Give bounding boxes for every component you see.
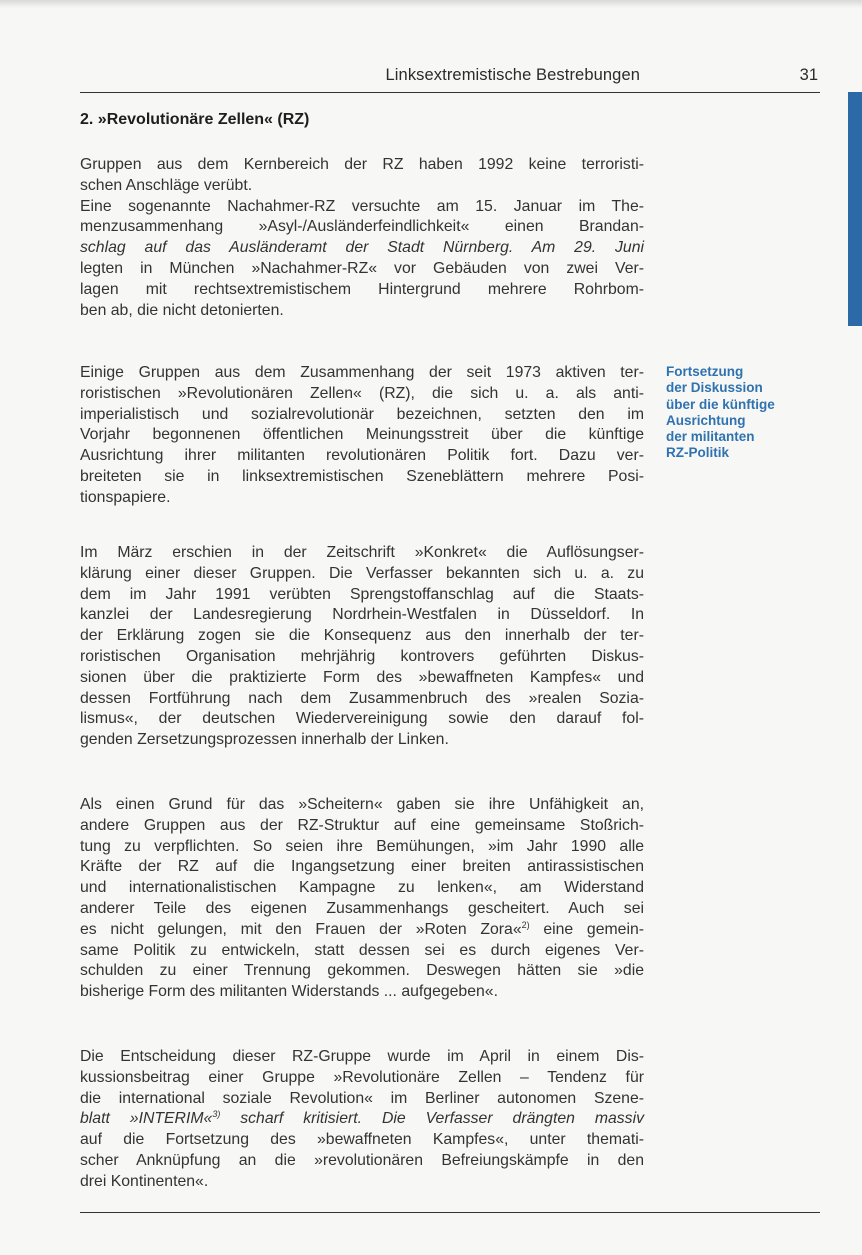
paragraph-4 (80, 795, 644, 1003)
margin-note-line: Ausrichtung (666, 412, 746, 428)
text-line: Im März erschien in der Zeitschrift »Konkret« die Auflösungser- (80, 544, 644, 561)
text-line: lismus«, der deutschen Wiedervereinigung sowie den darauf fol- (80, 710, 644, 728)
text-line: schlag auf das Ausländeramt der Stadt Nürnberg. Am 29. Juni (80, 239, 644, 257)
paragraph-2 (80, 363, 644, 509)
page-top-shadow (0, 0, 862, 8)
text-line: der Erklärung zogen sie die Konsequenz aus den innerhalb der ter- (80, 627, 644, 645)
text-line: same Politik zu entwickeln, statt dessen sei es durch eigenes Ver- (80, 941, 644, 959)
text-line: tionspapiere. (80, 488, 171, 506)
margin-note-line: über die künftige (666, 396, 775, 412)
text-line: menzusammenhang »Asyl-/Ausländerfeindlichkeit« einen Brandan- (80, 218, 644, 236)
text-line: drei Kontinenten«. (80, 1172, 209, 1190)
text-line: sionen über die praktizierte Form des »bewaffneten Kampfes« und (80, 668, 644, 686)
text-line: andere Gruppen aus der RZ-Struktur auf eine gemeinsame Stoßrich- (80, 816, 644, 834)
margin-note-line: der Diskussion (666, 380, 763, 396)
text-fragment: es nicht gelungen, mit den Frauen der »Roten Zora« (80, 920, 522, 938)
text-line: bisherige Form des militanten Widerstands ... aufgegeben«. (80, 983, 498, 1001)
text-line: legten in München »Nachahmer-RZ« vor Gebäuden von zwei Ver- (80, 259, 644, 277)
text-fragment: scharf kritisiert. Die Verfasser drängten massiv (220, 1110, 644, 1128)
text-line: Kräfte der RZ auf die Ingangsetzung einer breiten antirassistischen (80, 858, 644, 876)
margin-note (666, 364, 826, 462)
text-line: dessen Fortführung nach dem Zusammenbruch des »realen Sozia- (80, 689, 644, 707)
text-line: schen Anschläge verübt. (80, 176, 253, 194)
text-line: roristischen Organisation mehrjährig kontrovers geführten Diskus- (80, 647, 644, 665)
text-line: auf die Fortsetzung des »bewaffneten Kampfes«, unter themati- (80, 1131, 644, 1149)
text-line: ben ab, die nicht detonierten. (80, 301, 284, 319)
text-line: scher Anknüpfung an die »revolutionären Befreiungskämpfe in den (80, 1151, 644, 1169)
margin-note-line: der militanten (666, 429, 755, 445)
chapter-tab-marker (848, 92, 862, 326)
text-line: breiteten sie in linksextremistischen Szeneblättern mehrere Posi- (80, 467, 644, 485)
text-line: Die Entscheidung dieser RZ-Gruppe wurde im April in einem Dis- (80, 1048, 644, 1065)
page-number: 31 (799, 66, 818, 84)
text-line: anderer Teile des eigenen Zusammenhangs gescheitert. Auch sei (80, 899, 644, 917)
text-line: Ausrichtung ihrer militanten revolutionären Politik fort. Dazu ver- (80, 447, 644, 465)
margin-note-line: Fortsetzung (666, 364, 744, 379)
text-line: klärung einer dieser Gruppen. Die Verfasser bekannten sich u. a. zu (80, 564, 644, 582)
text-line: genden Zersetzungsprozessen innerhalb der Linken. (80, 731, 449, 749)
footnote-ref: 3) (212, 1109, 221, 1120)
running-header (80, 64, 820, 93)
text-line: kussionsbeitrag einer Gruppe »Revolutionäre Zellen – Tendenz für (80, 1068, 644, 1086)
footer-rule (80, 1212, 820, 1213)
text-line: Gruppen aus dem Kernbereich der RZ haben 1992 keine terroristi- (80, 156, 644, 173)
text-line: Eine sogenannte Nachahmer-RZ versuchte am 15. Januar im The- (80, 197, 644, 215)
text-line-with-footnote (80, 1109, 644, 1130)
paragraph-3 (80, 543, 644, 751)
text-line: lagen mit rechtsextremistischem Hintergrund mehrere Rohrbom- (80, 280, 644, 298)
text-fragment: eine gemein- (529, 920, 644, 938)
text-line: imperialistisch und sozialrevolutionär bezeichnen, setzten den im (80, 405, 644, 423)
text-line: kanzlei der Landesregierung Nordrhein-Westfalen in Düsseldorf. In (80, 606, 644, 624)
text-line: die international soziale Revolution« im Berliner autonomen Szene- (80, 1089, 644, 1107)
text-line: schulden zu einer Trennung gekommen. Deswegen hätten sie »die (80, 962, 644, 980)
text-line: roristischen »Revolutionären Zellen« (RZ), die sich u. a. als anti- (80, 384, 644, 402)
text-line: und internationalistischen Kampagne zu lenken«, am Widerstand (80, 879, 644, 897)
footnote-ref: 2) (521, 919, 530, 930)
margin-note-line: RZ-Politik (666, 445, 729, 461)
paragraph-1 (80, 155, 644, 321)
text-line: Als einen Grund für das »Scheitern« gaben sie ihre Unfähigkeit an, (80, 796, 644, 813)
header-title: Linksextremistische Bestrebungen (385, 66, 640, 84)
text-line: tung zu verpflichten. So seien ihre Bemühungen, »im Jahr 1990 alle (80, 837, 644, 855)
paragraph-5 (80, 1047, 644, 1193)
section-heading: 2. »Revolutionäre Zellen« (RZ) (80, 111, 310, 128)
text-fragment: blatt »INTERIM« (80, 1110, 213, 1128)
text-line-with-footnote (80, 920, 644, 941)
text-line: Einige Gruppen aus dem Zusammenhang der seit 1973 aktiven ter- (80, 364, 644, 381)
text-line: Vorjahr begonnenen öffentlichen Meinungsstreit über die künftige (80, 426, 644, 444)
text-line: dem im Jahr 1991 verübten Sprengstoffanschlag auf die Staats- (80, 585, 644, 603)
